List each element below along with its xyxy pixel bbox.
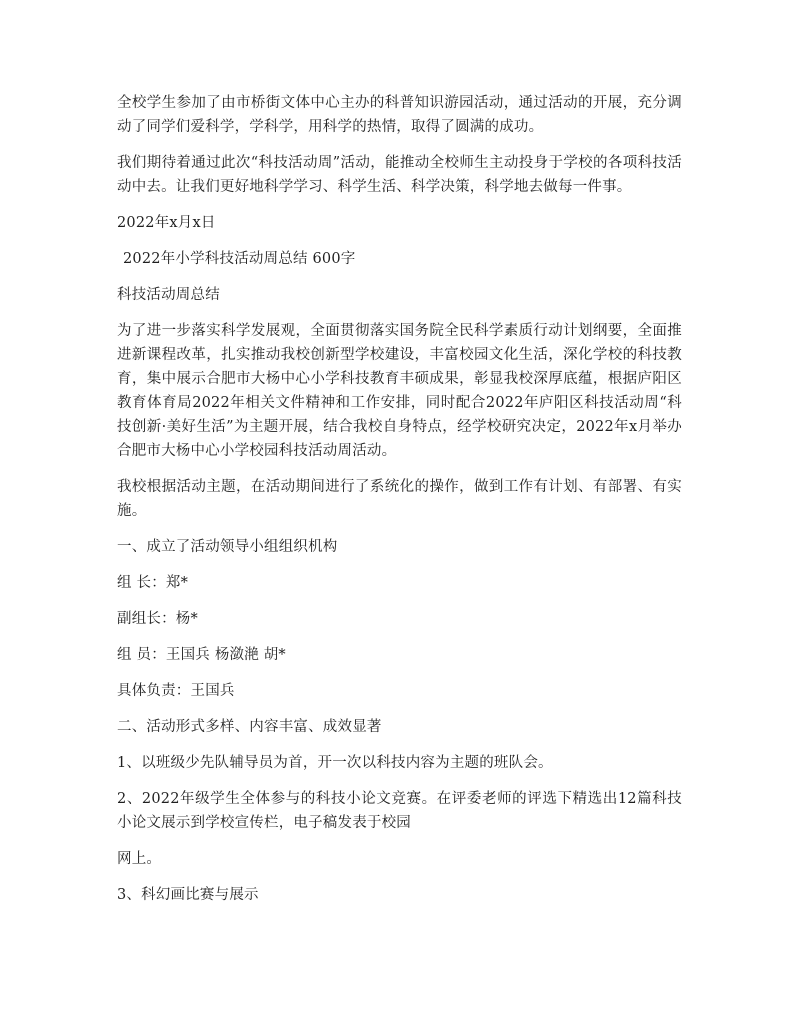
activity-item-1: 1、以班级少先队辅导员为首，开一次以科技内容为主题的班队会。 bbox=[117, 755, 553, 771]
team-leader-line: 组 长：郑* bbox=[117, 575, 189, 591]
deputy-leader-line: 副组长：杨* bbox=[117, 611, 198, 627]
document-title: 2022年小学科技活动周总结 600字 bbox=[123, 251, 356, 267]
paragraph-introduction: 为了进一步落实科学发展观，全面贯彻落实国务院全民科学素质行动计划纲要，全面推进新课程改革，扎实推动我校创新型学校建设，丰富校园文化生活，深化学校的科技教育，集中展示合肥市大杨中心小学科技教育丰硕成果，彰显我校深厚底蕴，根据庐阳区教育体育局2022年相关文件精神和工作安排，同时配合2022年庐阳区科技活动周“科技创新·美好生活”为主题开展，结合我校自身特点，经学校研究决定，2022年x月举办合肥市大杨中心小学校园科技活动周活动。 bbox=[117, 323, 682, 459]
date-line: 2022年x月x日 bbox=[117, 215, 216, 231]
section-heading: 科技活动周总结 bbox=[117, 287, 220, 303]
activity-item-2-continued: 网上。 bbox=[117, 851, 162, 867]
heading-activities: 二、活动形式多样、内容丰富、成效显著 bbox=[117, 719, 382, 735]
document-body bbox=[117, 91, 682, 919]
activity-item-3: 3、科幻画比赛与展示 bbox=[117, 887, 259, 903]
responsible-person-line: 具体负责：王国兵 bbox=[117, 683, 235, 699]
team-members-line: 组 员：王国兵 杨潋滟 胡* bbox=[117, 647, 286, 663]
paragraph-activity-result: 全校学生参加了由市桥街文体中心主办的科普知识游园活动，通过活动的开展，充分调动了同学们爱科学，学科学，用科学的热情，取得了圆满的成功。 bbox=[117, 95, 682, 135]
heading-organization: 一、成立了活动领导小组组织机构 bbox=[117, 539, 338, 555]
activity-item-2: 2、2022年级学生全体参与的科技小论文竞赛。在评委老师的评选下精选出12篇科技小论文展示到学校宣传栏，电子稿发表于校园 bbox=[117, 791, 682, 831]
paragraph-operation: 我校根据活动主题，在活动期间进行了系统化的操作，做到工作有计划、有部署、有实施。 bbox=[117, 479, 682, 519]
paragraph-expectation: 我们期待着通过此次“科技活动周”活动，能推动全校师生主动投身于学校的各项科技活动中去。让我们更好地科学学习、科学生活、科学决策，科学地去做每一件事。 bbox=[117, 155, 682, 195]
